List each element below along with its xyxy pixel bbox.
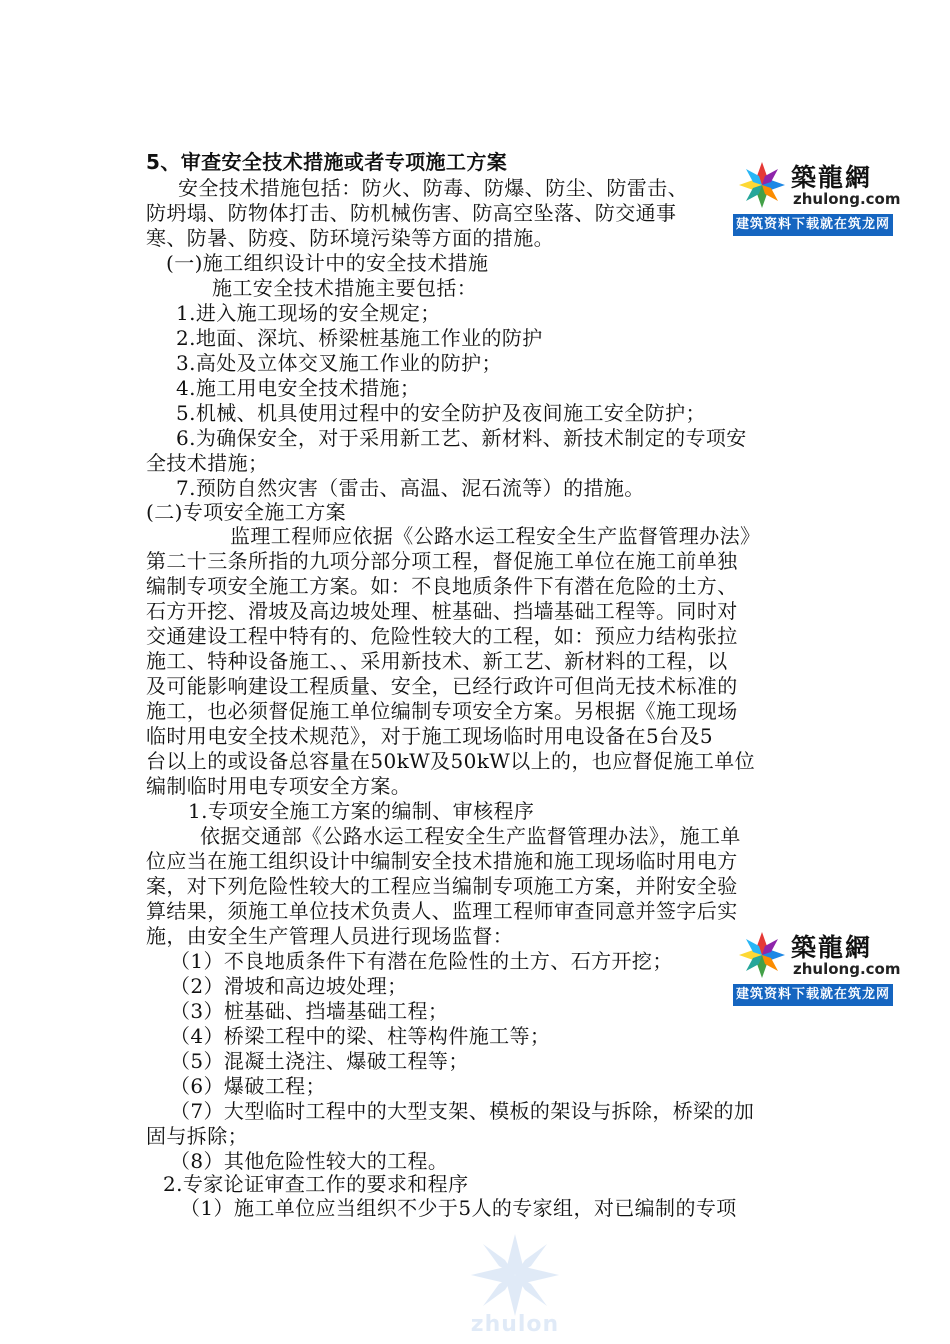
paragraph-line: 依据交通部《公路水运工程安全生产监督管理办法》，施工单 (200, 824, 741, 848)
logo-name: 築龍網 (791, 163, 873, 192)
snowflake-logo-icon (737, 160, 787, 210)
list-item: （6）爆破工程； (170, 1074, 326, 1098)
list-item-continuation: 固与拆除； (146, 1124, 248, 1148)
logo-domain: zhulong.com (793, 190, 901, 208)
list-item-continuation: 全技术措施； (146, 451, 269, 475)
paragraph-line: 及可能影响建设工程质量、安全，已经行政许可但尚无技术标准的 (146, 674, 738, 698)
paragraph-line: 寒、防暑、防疫、防环境污染等方面的措施。 (146, 226, 554, 250)
paragraph-line: 监理工程师应依据《公路水运工程安全生产监督管理办法》 (230, 524, 761, 548)
list-item: 6.为确保安全，对于采用新工艺、新材料、新技术制定的专项安 (176, 426, 747, 450)
logo-banner: 建筑资料下载就在筑龙网 (733, 214, 893, 236)
list-item: 7.预防自然灾害（雷击、高温、泥石流等）的措施。 (176, 476, 645, 500)
paragraph-line: 施工安全技术措施主要包括： (212, 276, 478, 300)
paragraph-line: 施，由安全生产管理人员进行现场监督： (146, 924, 514, 948)
snowflake-watermark-icon (455, 1230, 575, 1320)
logo-name: 築龍網 (791, 933, 873, 962)
list-item: （2）滑坡和高边坡处理； (170, 974, 408, 998)
list-item: （1）施工单位应当组织不少于5人的专家组，对已编制的专项 (180, 1196, 737, 1220)
list-item: （7）大型临时工程中的大型支架、模板的架设与拆除，桥梁的加 (170, 1099, 755, 1123)
zhulong-logo (733, 156, 901, 236)
list-item: （4）桥梁工程中的梁、柱等构件施工等； (170, 1024, 551, 1048)
section-heading: 5、审查安全技术措施或者专项施工方案 (146, 150, 508, 174)
paragraph-line: 编制专项安全施工方案。如：不良地质条件下有潜在危险的土方、 (146, 574, 738, 598)
logo-banner: 建筑资料下载就在筑龙网 (733, 984, 893, 1006)
paragraph-line: 案，对下列危险性较大的工程应当编制专项施工方案，并附安全验 (146, 874, 738, 898)
list-item: （3）桩基础、挡墙基础工程； (170, 999, 449, 1023)
paragraph-line: 石方开挖、滑坡及高边坡处理、桩基础、挡墙基础工程等。同时对 (146, 599, 738, 623)
subheading: (二)专项安全施工方案 (146, 500, 347, 524)
list-item: 1.进入施工现场的安全规定； (176, 301, 441, 325)
list-item: 4.施工用电安全技术措施； (176, 376, 421, 400)
zhulong-logo (733, 926, 901, 1006)
list-item: （1）不良地质条件下有潜在危险性的土方、石方开挖； (170, 949, 673, 973)
paragraph-line: 交通建设工程中特有的、危险性较大的工程，如：预应力结构张拉 (146, 624, 738, 648)
snowflake-logo-icon (737, 930, 787, 980)
subheading: (一)施工组织设计中的安全技术措施 (166, 251, 489, 275)
paragraph-line: 施工，也必须督促施工单位编制专项安全方案。另根据《施工现场 (146, 699, 738, 723)
subheading: 1.专项安全施工方案的编制、审核程序 (188, 799, 535, 823)
paragraph-line: 算结果，须施工单位技术负责人、监理工程师审查同意并签字后实 (146, 899, 738, 923)
list-item: 3.高处及立体交叉施工作业的防护； (176, 351, 502, 375)
paragraph-line: 施工、特种设备施工、、采用新技术、新工艺、新材料的工程，以 (146, 649, 728, 673)
watermark (455, 1230, 575, 1344)
list-item: 2.地面、深坑、桥梁桩基施工作业的防护 (176, 326, 543, 350)
watermark-text: zhulon (470, 1312, 560, 1337)
list-item: （5）混凝土浇注、爆破工程等； (170, 1049, 469, 1073)
paragraph-line: 安全技术措施包括：防火、防毒、防爆、防尘、防雷击、 (178, 176, 688, 200)
list-item: 5.机械、机具使用过程中的安全防护及夜间施工安全防护； (176, 401, 706, 425)
paragraph-line: 第二十三条所指的九项分部分项工程，督促施工单位在施工前单独 (146, 549, 738, 573)
paragraph-line: 位应当在施工组织设计中编制安全技术措施和施工现场临时用电方 (146, 849, 738, 873)
logo-domain: zhulong.com (793, 960, 901, 978)
paragraph-line: 编制临时用电专项安全方案。 (146, 774, 412, 798)
paragraph-line: 防坍塌、防物体打击、防机械伤害、防高空坠落、防交通事 (146, 201, 677, 225)
list-item: （8）其他危险性较大的工程。 (170, 1149, 449, 1173)
subheading: 2.专家论证审查工作的要求和程序 (163, 1172, 469, 1196)
paragraph-line: 临时用电安全技术规范》，对于施工现场临时用电设备在5台及5 (146, 724, 714, 748)
paragraph-line: 台以上的或设备总容量在50kW及50kW以上的，也应督促施工单位 (146, 749, 756, 773)
